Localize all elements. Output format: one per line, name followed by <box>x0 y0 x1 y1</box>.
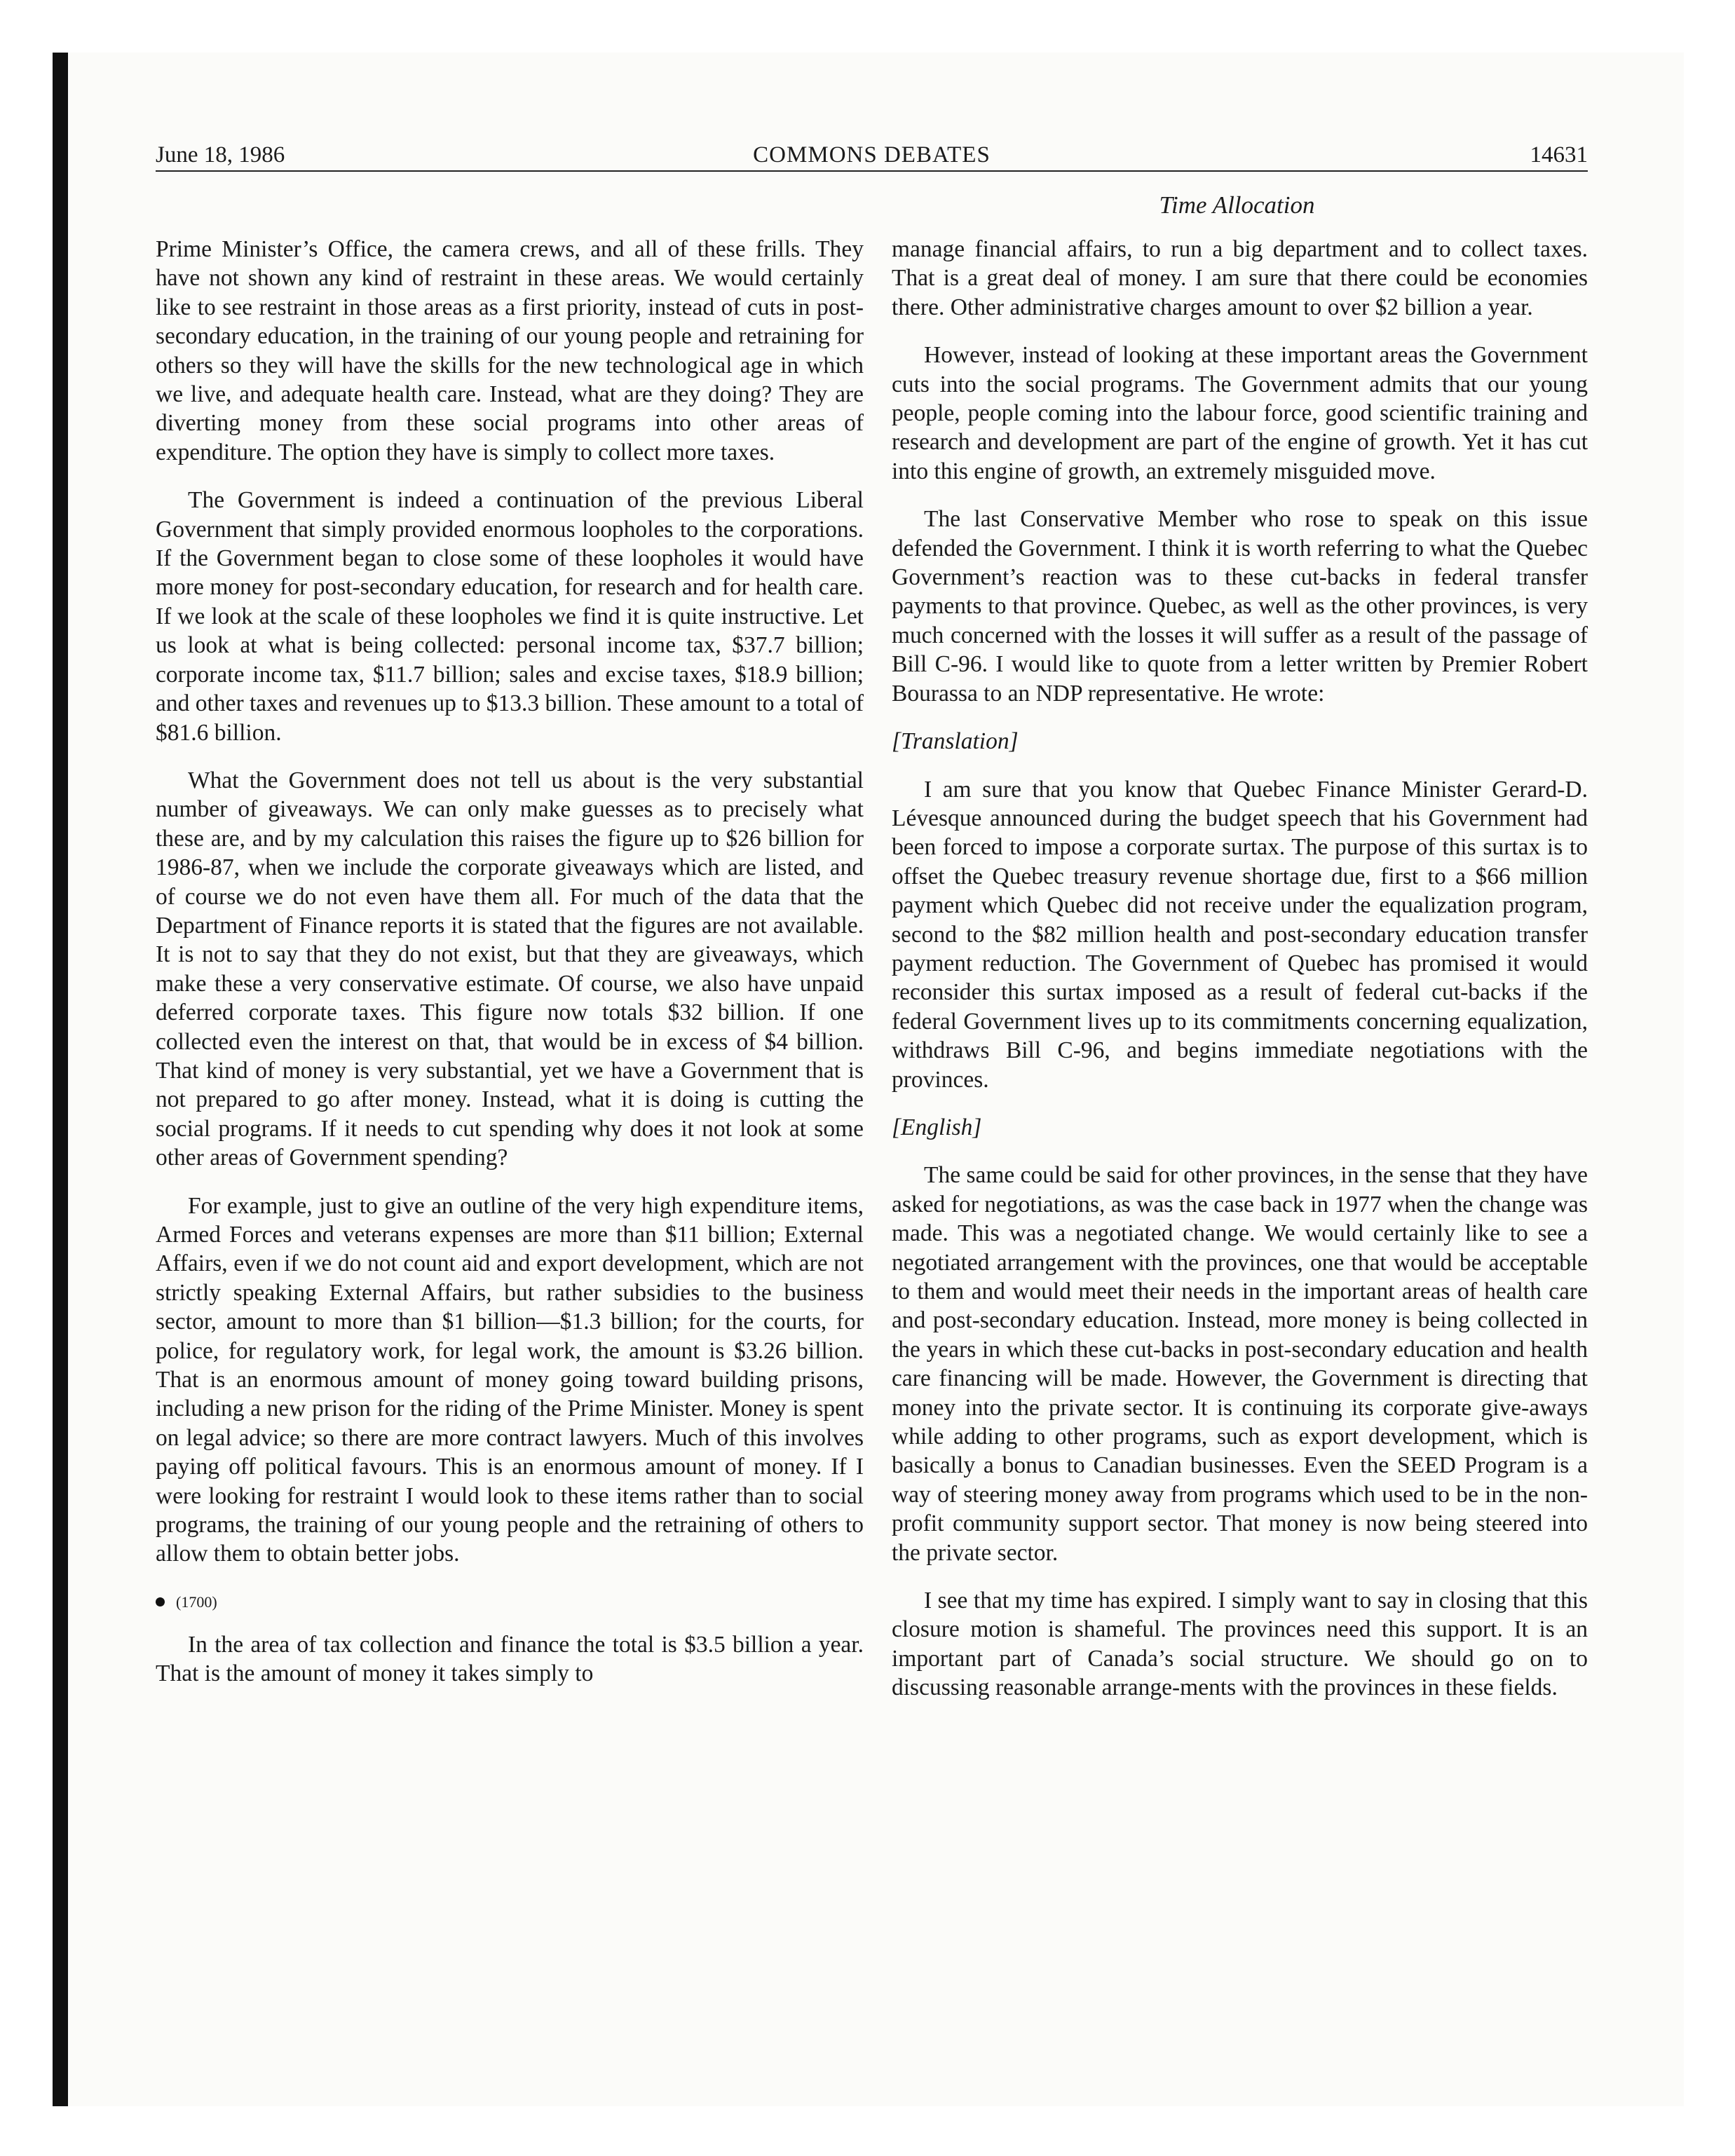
paragraph: In the area of tax collection and finance the total is $3.5 billion a year. That is the amount of money it takes simply to <box>156 1631 864 1687</box>
scan-margin <box>0 0 53 2156</box>
english-tag: [English] <box>892 1114 982 1140</box>
timestamp-marker <box>156 1588 864 1616</box>
paragraph: I see that my time has expired. I simply want to say in closing that this closure motion is shameful. The provinces need this support. It is an important part of Canada’s social structure. We should go on to discussing reasonable arrange-ments with the provinces in these fields. <box>892 1588 1588 1701</box>
paragraph: What the Government does not tell us about is the very substantial number of giveaways. We can only make guesses as to precisely what these are, and by my calculation this raises the figure up to $26 billion for 1986-87, when we include the corporate giveaways which are listed, and of course we do not even have them all. For much of the data that the Department of Finance reports it is stated that the figures are not available. It is not to say that they do not exist, but that they are giveaways, which make these a very conservative estimate. Of course, we also have unpaid deferred corporate taxes. This figure now totals $32 billion. If one collected even the interest on that, that would be in excess of $4 billion. That kind of money is very substantial, yet we have a Government that is not prepared to go after money. Instead, what it is doing is cutting the social programs. If it needs to cut spending why does it not look at some other areas of Government spending? <box>156 767 864 1171</box>
bullet-icon <box>156 1597 165 1606</box>
section-title: Time Allocation <box>1159 191 1315 219</box>
header-page-number: 14631 <box>1530 142 1588 168</box>
paragraph: The Government is indeed a continuation of the previous Liberal Government that simply provided enormous loopholes to the corporations. If the Government began to close some of these loopholes it would have more money for post-secondary education, for research and for health care. If we look at the scale of these loopholes we find it is quite instructive. Let us look at what is being collected: personal income tax, $37.7 billion; corporate income tax, $11.7 billion; sales and excise taxes, $18.9 billion; and other taxes and revenues up to $13.3 billion. These amount to a total of $81.6 billion. <box>156 487 864 746</box>
timestamp-text: (1700) <box>176 1592 217 1611</box>
paragraph: Prime Minister’s Office, the camera crews, and all of these frills. They have not shown any kind of restraint in these areas. We would certainly like to see restraint in those areas as a first priority, instead of cuts in post-secondary education, in the training of our young people and retraining for others so they will have the skills for the new technological age in which we live, and adequate health care. Instead, what are they doing? They are diverting money from these social programs into other areas of expenditure. The option they have is simply to collect more taxes. <box>156 236 864 465</box>
header-publication-title: COMMONS DEBATES <box>753 142 991 168</box>
quoted-letter: I am sure that you know that Quebec Finance Minister Gerard-D. Lévesque announced during the budget speech that his Government had been forced to impose a corporate surtax. The purpose of this surtax is to offset the Quebec treasury revenue shortage due, first to a $66 million payment which Quebec did not receive under the equalization program, second to the $82 million health and post-secondary education transfer payment reduction. The Government of Quebec has promised it would reconsider this surtax imposed as a result of federal cut-backs if the federal Government lives up to its commitments concerning equalization, withdraws Bill C-96, and begins immediate negotiations with the provinces. <box>892 776 1588 1093</box>
right-column <box>892 235 1588 1721</box>
translation-tag: [Translation] <box>892 728 1019 755</box>
paragraph: For example, just to give an outline of the very high expenditure items, Armed Forces and veterans expenses are more than $11 billion; External Affairs, even if we do not count aid and export development, which are not strictly speaking External Affairs, but rather subsidies to the business sector, amount to more than $1 billion—$1.3 billion; for the courts, for police, for regulatory work, for legal work, the amount is $3.26 billion. That is an enormous amount of money going toward building prisons, including a new prison for the riding of the Prime Minister. Money is spent on legal advice; so there are more contract lawyers. Much of this involves paying off political favours. This is an enormous amount of money. If I were looking for restraint I would look to these items rather than to social programs, the training of our young people and the retraining of others to allow them to obtain better jobs. <box>156 1192 864 1567</box>
scan-edge-bar <box>53 53 68 2106</box>
header-date: June 18, 1986 <box>156 142 285 168</box>
header-rule <box>156 170 1588 172</box>
left-column <box>156 235 864 1707</box>
paragraph: However, instead of looking at these important areas the Government cuts into the social programs. The Government admits that our young people, people coming into the labour force, good scientific training and research and development are part of the engine of growth. Yet it has cut into this engine of growth, an extremely misguided move. <box>892 342 1588 484</box>
paragraph: manage financial affairs, to run a big department and to collect taxes. That is a great deal of money. I am sure that there could be economies there. Other administrative charges amount to over $2 billion a year. <box>892 236 1588 320</box>
page-header <box>156 139 1588 171</box>
paragraph: The same could be said for other provinces, in the sense that they have asked for negotiations, as was the case back in 1977 when the change was made. This was a negotiated change. We would certainly like to see a negotiated arrangement with the provinces, one that would be acceptable to them and would meet their needs in the important areas of health care and post-secondary education. Instead, more money is being collected in the years in which these cut-backs in post-secondary education and health care financing will be made. However, the Government is directing that money into the private sector. It is continuing its corporate give-aways while adding to other programs, such as export development, which is basically a bonus to Canadian businesses. Even the SEED Program is a way of steering money away from programs which used to be in the non-profit community support sector. That money is now being steered into the private sector. <box>892 1162 1588 1566</box>
paragraph: The last Conservative Member who rose to speak on this issue defended the Government. I think it is worth referring to what the Quebec Government’s reaction was to these cut-backs in federal transfer payments to that province. Quebec, as well as the other provinces, is very much concerned with the losses it will suffer as a result of the passage of Bill C-96. I would like to quote from a letter written by Premier Robert Bourassa to an NDP representative. He wrote: <box>892 506 1588 707</box>
